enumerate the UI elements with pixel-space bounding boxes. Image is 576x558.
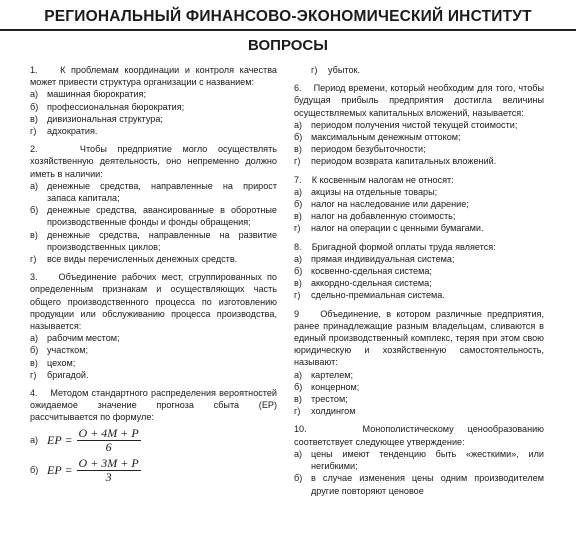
option-c	[30, 357, 277, 369]
option-d	[30, 125, 277, 137]
option-text: периодом возврата капитальных вложений.	[311, 156, 497, 167]
option-letter: б)	[294, 266, 303, 277]
option-d	[294, 405, 544, 417]
option-text: сдельно-премиальная система.	[311, 290, 445, 301]
option-letter: а)	[294, 448, 303, 459]
question-4	[30, 387, 277, 484]
numerator: O + 4M + P	[78, 425, 139, 440]
option-letter: г)	[294, 290, 301, 301]
option-a	[294, 448, 544, 472]
page-title: ВОПРОСЫ	[248, 37, 328, 54]
question-5-tail	[294, 64, 544, 76]
option-a	[30, 88, 277, 100]
option-letter: а)	[294, 253, 303, 264]
option-letter: б)	[294, 473, 303, 484]
option-letter: в)	[294, 278, 302, 289]
option-text: акцизы на отдельные товары;	[311, 186, 438, 197]
option-letter: б)	[294, 381, 303, 392]
header-rule	[0, 29, 576, 31]
option-text: налог на добавленную стоимость;	[311, 211, 456, 222]
option-a	[294, 369, 544, 381]
option-a	[30, 180, 277, 204]
option-text: трестом;	[311, 394, 348, 405]
option-b	[294, 265, 544, 277]
option-text: картелем;	[311, 369, 354, 380]
question-6	[294, 82, 544, 167]
question-text: 1. К проблемам координации и контроля качества может привести структура организации с названием:	[30, 65, 277, 88]
formula-b	[30, 457, 277, 484]
option-b	[294, 381, 544, 393]
question-text: 10. Монополистическому ценообразованию соответствует следующее утверждение:	[294, 424, 544, 447]
option-a	[30, 332, 277, 344]
option-text: налог на наследование или дарение;	[311, 199, 469, 210]
option-letter: в)	[294, 144, 302, 155]
question-2	[30, 143, 277, 265]
formula-a	[30, 427, 277, 454]
fraction	[77, 457, 141, 484]
option-b	[294, 198, 544, 210]
option-text: цены имеют тенденцию быть «жесткими», или негибкими;	[311, 448, 544, 472]
option-letter: в)	[294, 394, 302, 405]
option-letter: г)	[311, 65, 318, 75]
option-d	[311, 64, 544, 76]
question-10	[294, 423, 544, 496]
option-b	[30, 101, 277, 113]
option-letter: г)	[30, 369, 37, 380]
option-d	[294, 289, 544, 301]
option-letter: в)	[30, 357, 38, 368]
option-a	[294, 119, 544, 131]
question-8	[294, 241, 544, 302]
option-letter: в)	[30, 113, 38, 124]
question-text: 9 Объединение, в котором различные предприятия, ранее принадлежащие разным владельцам, сливаются в единый производственный комплекс, теряя при этом свою юридическую и хозяйственную самостоятельность, называют:	[294, 308, 544, 368]
option-letter: а)	[294, 119, 303, 130]
institute-header: РЕГИОНАЛЬНЫЙ ФИНАНСОВО-ЭКОНОМИЧЕСКИЙ ИНСТИТУТ	[44, 8, 532, 25]
option-letter: в)	[30, 229, 38, 240]
option-c	[294, 210, 544, 222]
question-7	[294, 174, 544, 235]
question-text: 8. Бригадной формой оплаты труда является:	[294, 241, 496, 252]
option-text: прямая индивидуальная система;	[311, 253, 455, 264]
option-text: концерном;	[311, 381, 360, 392]
option-a	[294, 253, 544, 265]
option-text: денежные средства, авансированные в оборотные производственные фонды и фонды обращения;	[47, 205, 277, 228]
option-d	[294, 222, 544, 234]
option-letter: г)	[30, 126, 37, 137]
formula-lhs: EP =	[47, 463, 73, 478]
option-letter: г)	[294, 156, 301, 167]
option-text: машинная бюрократия;	[47, 89, 146, 100]
option-text: убыток.	[328, 65, 361, 75]
right-column	[294, 64, 544, 497]
option-text: периодом безубыточности;	[311, 144, 426, 155]
option-text: все виды перечисленных денежных средств.	[47, 254, 238, 265]
option-text: участком;	[47, 345, 88, 356]
option-letter: а)	[294, 186, 303, 197]
option-letter: б)	[294, 199, 303, 210]
denominator: 3	[105, 469, 112, 484]
option-text: холдингом	[311, 406, 356, 417]
option-letter: а)	[30, 333, 39, 344]
option-letter: б)	[30, 101, 39, 112]
question-3	[30, 271, 277, 381]
option-text: аккордно-сдельная система;	[311, 278, 432, 289]
option-letter: б)	[30, 465, 39, 476]
option-text: денежные средства, направленные на прирост запаса капитала;	[47, 180, 277, 204]
option-text: рабочим местом;	[47, 333, 120, 344]
option-d	[30, 369, 277, 381]
option-letter: г)	[294, 406, 301, 417]
option-text: в случае изменения цены одним производителем другие повторяют ценовое	[311, 473, 544, 496]
option-text: косвенно-сдельная система;	[311, 266, 432, 277]
option-letter: а)	[294, 369, 303, 380]
option-b	[30, 204, 277, 228]
option-b	[294, 131, 544, 143]
fraction	[77, 427, 141, 454]
question-text: 7. К косвенным налогам не относят:	[294, 174, 454, 185]
option-text: дивизиональная структура;	[47, 113, 163, 124]
left-column	[30, 64, 277, 487]
option-letter: г)	[30, 254, 37, 265]
option-text: профессиональная бюрократия;	[47, 101, 185, 112]
option-b	[294, 472, 544, 496]
option-text: бригадой.	[47, 369, 89, 380]
option-a	[294, 186, 544, 198]
option-letter: г)	[294, 223, 301, 234]
option-text: денежные средства, направленные на развитие производственных циклов;	[47, 229, 277, 252]
question-9	[294, 308, 544, 418]
option-letter: б)	[30, 345, 39, 356]
option-text: максимальным денежным оттоком;	[311, 132, 461, 143]
option-d	[294, 155, 544, 167]
option-c	[294, 277, 544, 289]
option-text: цехом;	[47, 357, 76, 368]
option-letter: в)	[294, 211, 302, 222]
option-letter: а)	[30, 180, 39, 191]
option-letter: а)	[30, 435, 39, 446]
option-text: налог на операции с ценными бумагами.	[311, 223, 484, 234]
option-letter: б)	[30, 205, 39, 216]
question-text: 3. Объединение рабочих мест, сгруппированных по определенным признакам и осуществляющих часть общего производственного процесса по изготовлению продукции или обслуживанию процесса производства, называется:	[30, 272, 277, 332]
numerator: O + 3M + P	[78, 455, 139, 470]
option-letter: б)	[294, 132, 303, 143]
option-c	[294, 143, 544, 155]
option-text: периодом получения чистой текущей стоимости;	[311, 119, 518, 130]
option-d	[30, 253, 277, 265]
question-text: 6. Период времени, который необходим для того, чтобы будущая прибыль предприятия достигла величины осуществляемых капитальных вложений, называется:	[294, 83, 544, 118]
formula-lhs: EP =	[47, 433, 73, 448]
question-1	[30, 64, 277, 137]
denominator: 6	[105, 439, 112, 454]
option-c	[30, 229, 277, 253]
option-b	[30, 344, 277, 356]
option-c	[294, 393, 544, 405]
option-letter: а)	[30, 89, 39, 100]
question-text: 2. Чтобы предприятие могло осуществлять хозяйственную деятельность, оно непременно должно иметь в наличии:	[30, 144, 277, 179]
option-text: адхократия.	[47, 126, 98, 137]
option-c	[30, 113, 277, 125]
question-text: 4. Методом стандартного распределения вероятностей ожидаемое значение прогноза сбыта (ЕР) рассчитывается по формуле:	[30, 388, 277, 423]
